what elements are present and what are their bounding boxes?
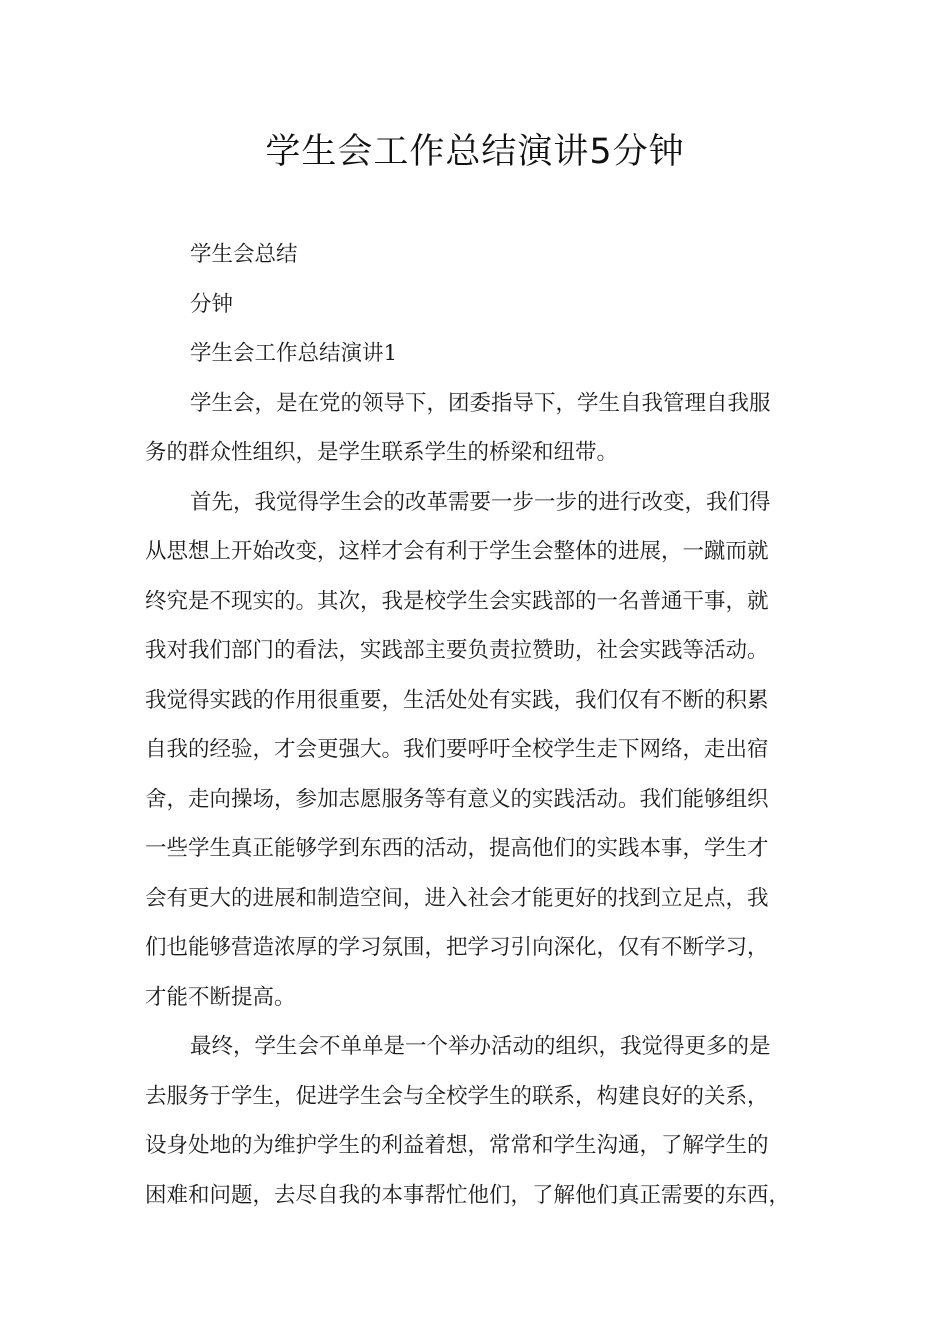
text-line: 首先，我觉得学生会的改革需要一步一步的进行改变，我们得 xyxy=(190,489,771,515)
text-line: 舍，走向操场，参加志愿服务等有意义的实践活动。我们能够组织 xyxy=(145,786,769,812)
text-line: 会有更大的进展和制造空间，进入社会才能更好的找到立足点，我 xyxy=(145,885,769,911)
text-line: 从思想上开始改变，这样才会有利于学生会整体的进展，一蹴而就 xyxy=(145,539,769,564)
text-line: 去服务于学生，促进学生会与全校学生的联系，构建良好的关系， xyxy=(145,1083,769,1109)
text-line: 分钟 xyxy=(190,291,234,317)
text-line: 务的群众性组织，是学生联系学生的桥梁和纽带。 xyxy=(145,440,619,465)
text-line: 学生会工作总结演讲1 xyxy=(190,341,398,366)
text-line: 困难和问题，去尽自我的本事帮忙他们，了解他们真正需要的东西， xyxy=(145,1182,791,1208)
document-title: 学生会工作总结演讲5分钟 xyxy=(265,132,685,172)
text-line: 学生会总结 xyxy=(190,242,298,267)
text-line: 一些学生真正能够学到东西的活动，提高他们的实践本事，学生才 xyxy=(145,836,769,861)
text-line: 最终，学生会不单单是一个举办活动的组织，我觉得更多的是 xyxy=(190,1034,771,1059)
text-line: 们也能够营造浓厚的学习氛围，把学习引向深化，仅有不断学习， xyxy=(145,935,769,960)
text-line: 我对我们部门的看法，实践部主要负责拉赞助，社会实践等活动。 xyxy=(145,638,769,663)
text-line: 才能不断提高。 xyxy=(145,984,296,1010)
text-line: 终究是不现实的。其次，我是校学生会实践部的一名普通干事，就 xyxy=(145,588,769,614)
text-line: 学生会，是在党的领导下，团委指导下，学生自我管理自我服 xyxy=(190,390,771,416)
text-line: 自我的经验，才会更强大。我们要呼吁全校学生走下网络，走出宿 xyxy=(145,737,769,762)
document-body xyxy=(145,230,815,1220)
text-line: 我觉得实践的作用很重要，生活处处有实践，我们仅有不断的积累 xyxy=(145,687,769,713)
text-line: 设身处地的为维护学生的利益着想，常常和学生沟通，了解学生的 xyxy=(145,1133,769,1158)
